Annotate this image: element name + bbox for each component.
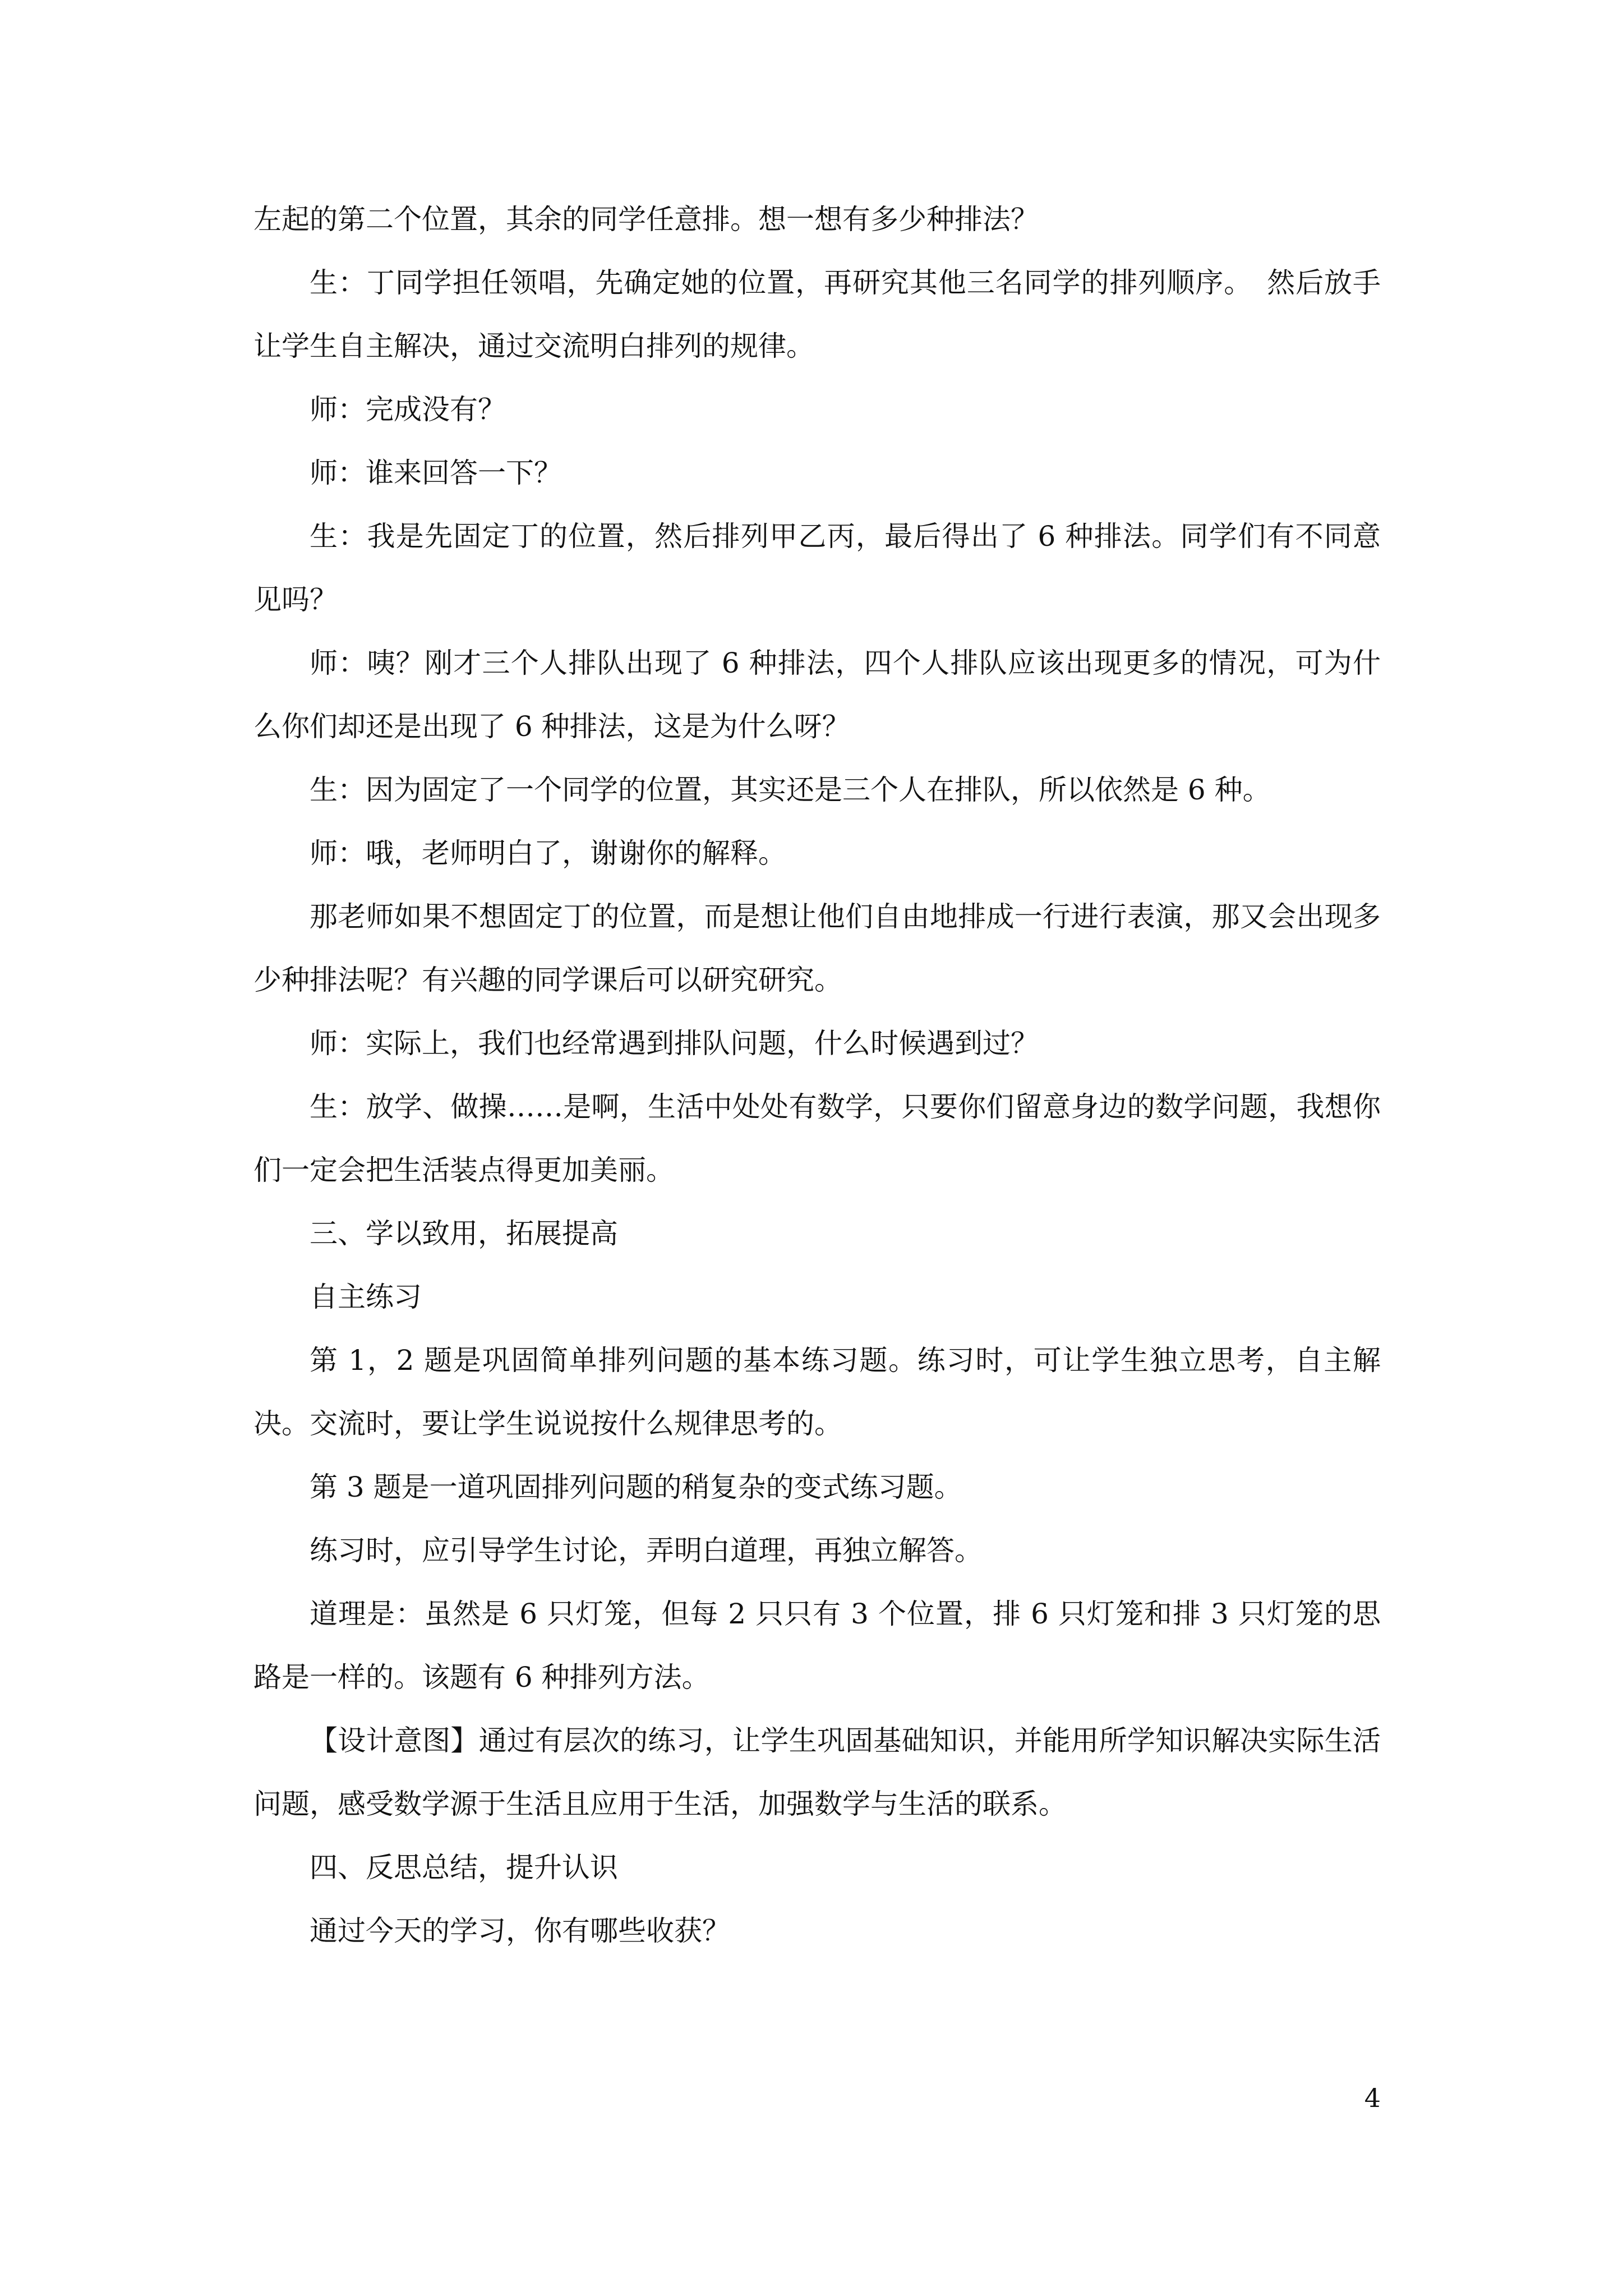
paragraph: 生：因为固定了一个同学的位置，其实还是三个人在排队，所以依然是 6 种。 bbox=[310, 774, 1271, 806]
section-heading: 三、学以致用，拓展提高 bbox=[310, 1217, 618, 1250]
paragraph: 左起的第二个位置，其余的同学任意排。想一想有多少种排法？ bbox=[253, 203, 1039, 236]
paragraph: 第 1，2 题是巩固简单排列问题的基本练习题。练习时，可让学生独立思考，自主解决。交流时，要让学生说说按什么规律思考的。 bbox=[253, 1344, 1381, 1440]
paragraph: 那老师如果不想固定丁的位置，而是想让他们自由地排成一行进行表演，那又会出现多少种排法呢？有兴趣的同学课后可以研究研究。 bbox=[253, 900, 1381, 996]
section-heading: 四、反思总结，提升认识 bbox=[310, 1851, 618, 1884]
page-number: 4 bbox=[1364, 2083, 1381, 2113]
paragraph: 通过今天的学习，你有哪些收获？ bbox=[310, 1915, 730, 1947]
paragraph: 生：放学、做操……是啊，生活中处处有数学，只要你们留意身边的数学问题，我想你们一定会把生活装点得更加美丽。 bbox=[253, 1091, 1381, 1186]
paragraph: 师：咦？刚才三个人排队出现了 6 种排法，四个人排队应该出现更多的情况，可为什么你们却还是出现了 6 种排法，这是为什么呀？ bbox=[253, 647, 1381, 743]
paragraph: 师：哦，老师明白了，谢谢你的解释。 bbox=[310, 837, 786, 869]
paragraph: 道理是：虽然是 6 只灯笼，但每 2 只只有 3 个位置，排 6 只灯笼和排 3 只灯笼的思路是一样的。该题有 6 种排列方法。 bbox=[253, 1598, 1381, 1694]
page-body bbox=[253, 188, 1381, 1963]
paragraph: 师：实际上，我们也经常遇到排队问题，什么时候遇到过？ bbox=[310, 1027, 1039, 1060]
paragraph: 第 3 题是一道巩固排列问题的稍复杂的变式练习题。 bbox=[310, 1471, 962, 1503]
paragraph: 师：完成没有？ bbox=[310, 393, 506, 426]
paragraph: 生：丁同学担任领唱，先确定她的位置，再研究其他三名同学的排列顺序。 然后放手让学生自主解决，通过交流明白排列的规律。 bbox=[253, 266, 1381, 362]
design-intent-paragraph: 【设计意图】通过有层次的练习，让学生巩固基础知识，并能用所学知识解决实际生活问题，感受数学源于生活且应用于生活，加强数学与生活的联系。 bbox=[253, 1724, 1381, 1820]
paragraph: 师：谁来回答一下？ bbox=[310, 457, 562, 489]
paragraph: 练习时，应引导学生讨论，弄明白道理，再独立解答。 bbox=[310, 1534, 983, 1567]
paragraph: 生：我是先固定丁的位置，然后排列甲乙丙，最后得出了 6 种排法。同学们有不同意见吗？ bbox=[253, 520, 1381, 616]
subsection-heading: 自主练习 bbox=[310, 1281, 422, 1313]
